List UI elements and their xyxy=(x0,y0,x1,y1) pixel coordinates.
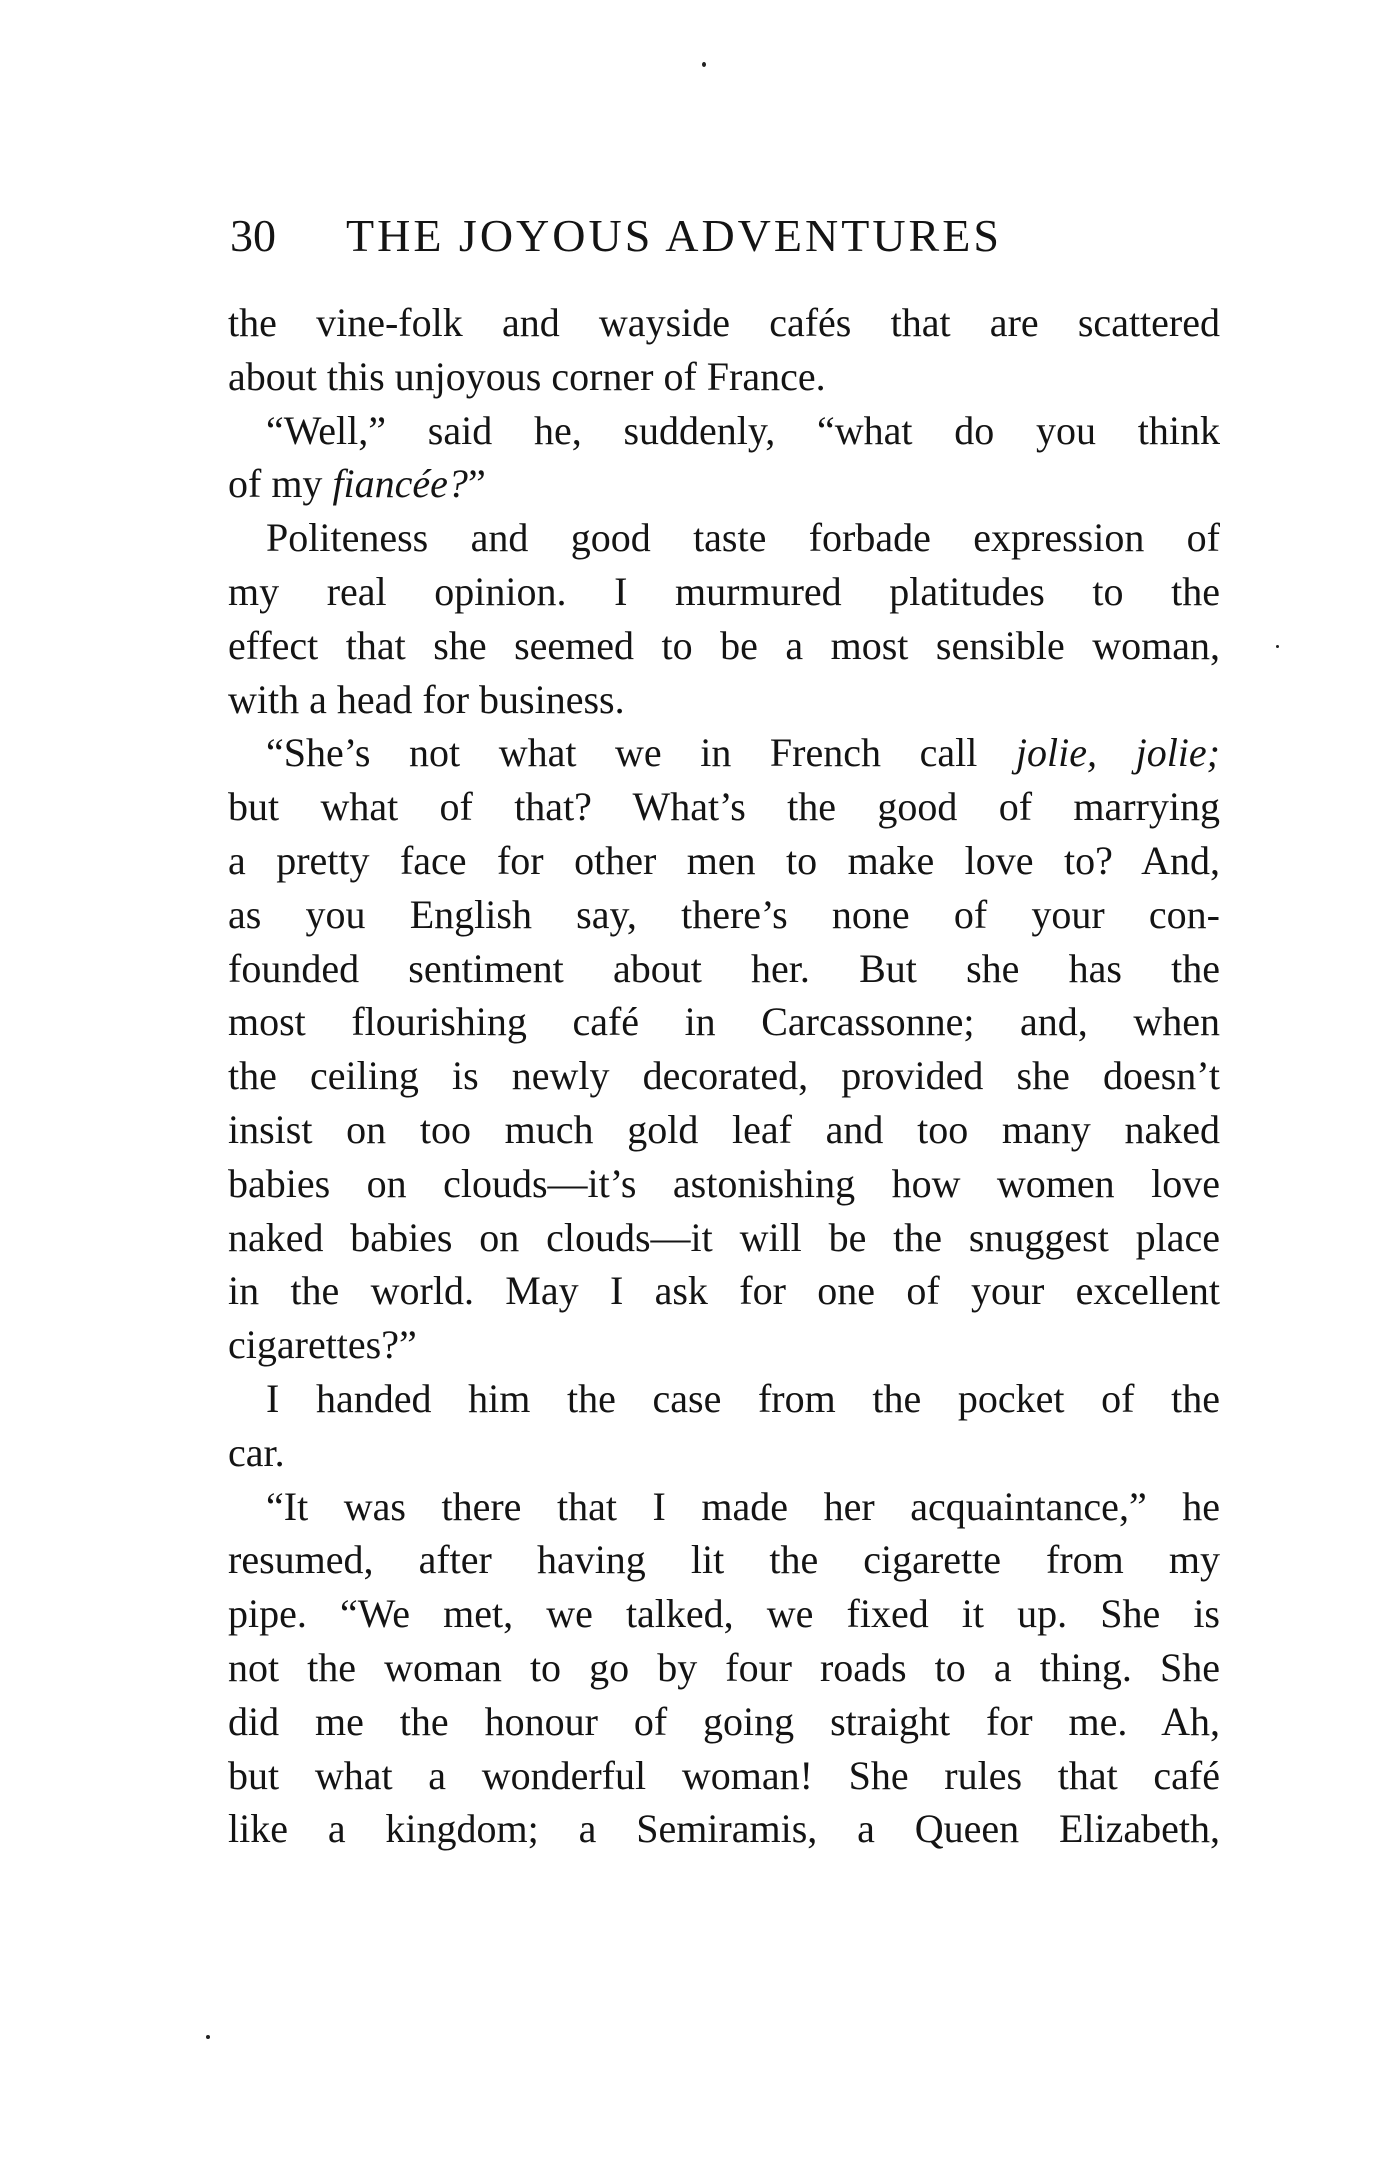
text-line: car. xyxy=(228,1429,285,1475)
text-run: ” xyxy=(467,461,486,507)
text-line: with a head for business. xyxy=(228,676,625,722)
text-line: but what a wonderful woman! She rules that café xyxy=(228,1752,1220,1798)
ink-speck xyxy=(702,62,706,67)
text-line: resumed, after having lit the cigarette from my xyxy=(228,1537,1220,1583)
text-line: “It was there that I made her acquaintance,” he xyxy=(266,1483,1220,1529)
ink-speck xyxy=(1276,645,1279,648)
text-line: pipe. “We met, we talked, we fixed it up. She is xyxy=(228,1591,1220,1637)
text-line: insist on too much gold leaf and too many naked xyxy=(228,1106,1220,1152)
text-run: of my xyxy=(228,461,333,507)
text-line: in the world. May I ask for one of your excellent xyxy=(228,1268,1220,1314)
text-line: founded sentiment about her. But she has the xyxy=(228,945,1220,991)
text-line xyxy=(228,726,1220,780)
text-line: the ceiling is newly decorated, provided she doesn’t xyxy=(228,1053,1220,1099)
text-line xyxy=(228,457,1220,511)
text-line: Politeness and good taste forbade expression of xyxy=(266,515,1220,561)
text-line: effect that she seemed to be a most sensible woman, xyxy=(228,622,1220,668)
italic-text-run: jolie, jolie; xyxy=(1015,730,1220,776)
text-line: as you English say, there’s none of your con- xyxy=(228,891,1220,937)
text-line: cigarettes?” xyxy=(228,1322,417,1368)
text-line: the vine-folk and wayside cafés that are scattered xyxy=(228,300,1220,345)
italic-text-run: fiancée? xyxy=(332,461,468,507)
text-line: like a kingdom; a Semiramis, a Queen Elizabeth, xyxy=(228,1806,1220,1852)
text-line: “Well,” said he, suddenly, “what do you think xyxy=(266,407,1220,453)
text-line: most flourishing café in Carcassonne; and, when xyxy=(228,999,1220,1045)
text-line: babies on clouds—it’s astonishing how women love xyxy=(228,1160,1220,1206)
text-line: a pretty face for other men to make love to? And, xyxy=(228,837,1220,883)
text-run: “She’s not what we in French call xyxy=(266,730,1016,776)
body-text xyxy=(228,296,1220,1856)
text-line: but what of that? What’s the good of marrying xyxy=(228,784,1220,830)
text-line: I handed him the case from the pocket of the xyxy=(266,1375,1220,1421)
ink-speck xyxy=(206,2035,210,2039)
running-title: THE JOYOUS ADVENTURES xyxy=(346,210,1002,261)
running-head xyxy=(230,206,1230,266)
text-line: naked babies on clouds—it will be the snuggest place xyxy=(228,1214,1220,1260)
text-line: did me the honour of going straight for me. Ah, xyxy=(228,1698,1220,1744)
text-line: my real opinion. I murmured platitudes to the xyxy=(228,568,1220,614)
page-number: 30 xyxy=(230,210,276,261)
text-line: about this unjoyous corner of France. xyxy=(228,353,826,399)
text-line: not the woman to go by four roads to a thing. She xyxy=(228,1644,1220,1690)
